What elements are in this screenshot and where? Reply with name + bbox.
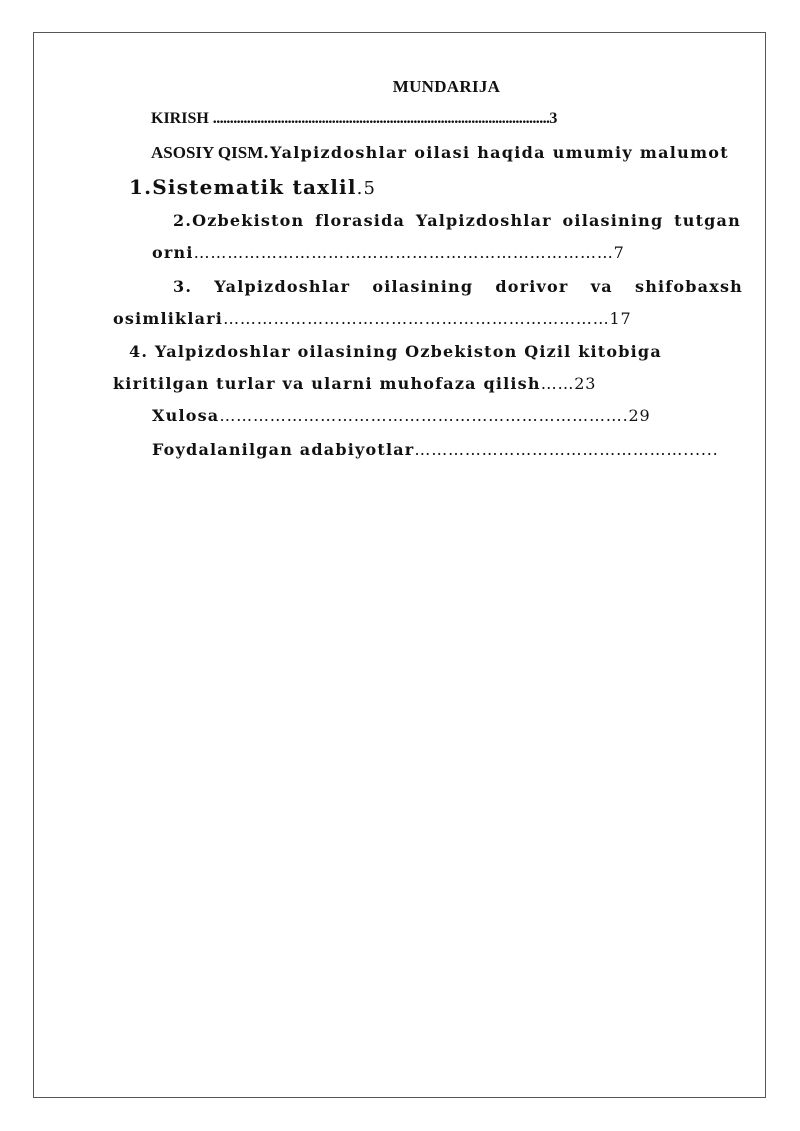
toc-label-continuation: orni [152, 243, 194, 262]
toc-entry-qizil-kitob-cont [113, 374, 596, 393]
toc-label: Foydalanilgan adabiyotlar [152, 440, 415, 459]
toc-entry-ozbekiston-florasida-cont [152, 243, 625, 262]
toc-page-number: 3 [549, 110, 557, 127]
toc-entry-dorivor-osimliklar [173, 277, 743, 296]
toc-entry-kirish [151, 110, 557, 128]
toc-entry-asosiy-qism [151, 143, 729, 163]
toc-label: ASOSIY QISM [151, 143, 264, 162]
toc-word: dorivor [495, 277, 569, 296]
toc-leader: ................................................................................................... [212, 110, 550, 127]
toc-page-number: .5 [356, 178, 377, 199]
toc-word: shifobaxsh [634, 277, 743, 296]
toc-page-number: 29 [628, 406, 651, 425]
toc-leader: …………………………………………...... [414, 440, 719, 459]
toc-entry-foydalanilgan-adabiyotlar [152, 440, 719, 459]
toc-page-number: …7 [596, 243, 625, 262]
toc-leader: ……………………………………………………………… [193, 243, 597, 262]
toc-label: Xulosa [152, 406, 220, 425]
toc-page-number: 17 [609, 309, 632, 328]
toc-entry-qizil-kitob [129, 342, 662, 361]
toc-label: 1.Sistematik taxlil [129, 175, 357, 199]
toc-label-continuation: osimliklari [113, 309, 224, 328]
toc-word: 2.Ozbekiston [173, 211, 305, 230]
document-title: MUNDARIJA [392, 77, 501, 96]
toc-label: 4. Yalpizdoshlar oilasining Ozbekiston Qizil kitobiga [129, 342, 662, 361]
toc-label-continuation: kiritilgan turlar va ularni muhofaza qilish [113, 374, 541, 393]
toc-page-number: ……23 [540, 374, 597, 393]
toc-word: Yalpizdoshlar [415, 211, 552, 230]
toc-label-continuation: .Yalpizdoshlar oilasi haqida umumiy malumot [263, 143, 729, 162]
toc-entry-xulosa [152, 406, 650, 425]
toc-entry-dorivor-osimliklar-cont [113, 309, 631, 328]
toc-entry-sistematik-taxlil [129, 175, 376, 199]
toc-word: tutgan [674, 211, 741, 230]
toc-word: oilasining [372, 277, 474, 296]
toc-word: va [590, 277, 613, 296]
toc-label: KIRISH [151, 110, 213, 127]
toc-entry-ozbekiston-florasida [173, 211, 741, 230]
toc-leader: …………………………………………………………… [223, 309, 610, 328]
toc-word: 3. [173, 277, 193, 296]
toc-word: oilasining [562, 211, 664, 230]
toc-leader: ………………………………………………………………. [219, 406, 629, 425]
toc-word: Yalpizdoshlar [214, 277, 351, 296]
toc-word: florasida [315, 211, 406, 230]
